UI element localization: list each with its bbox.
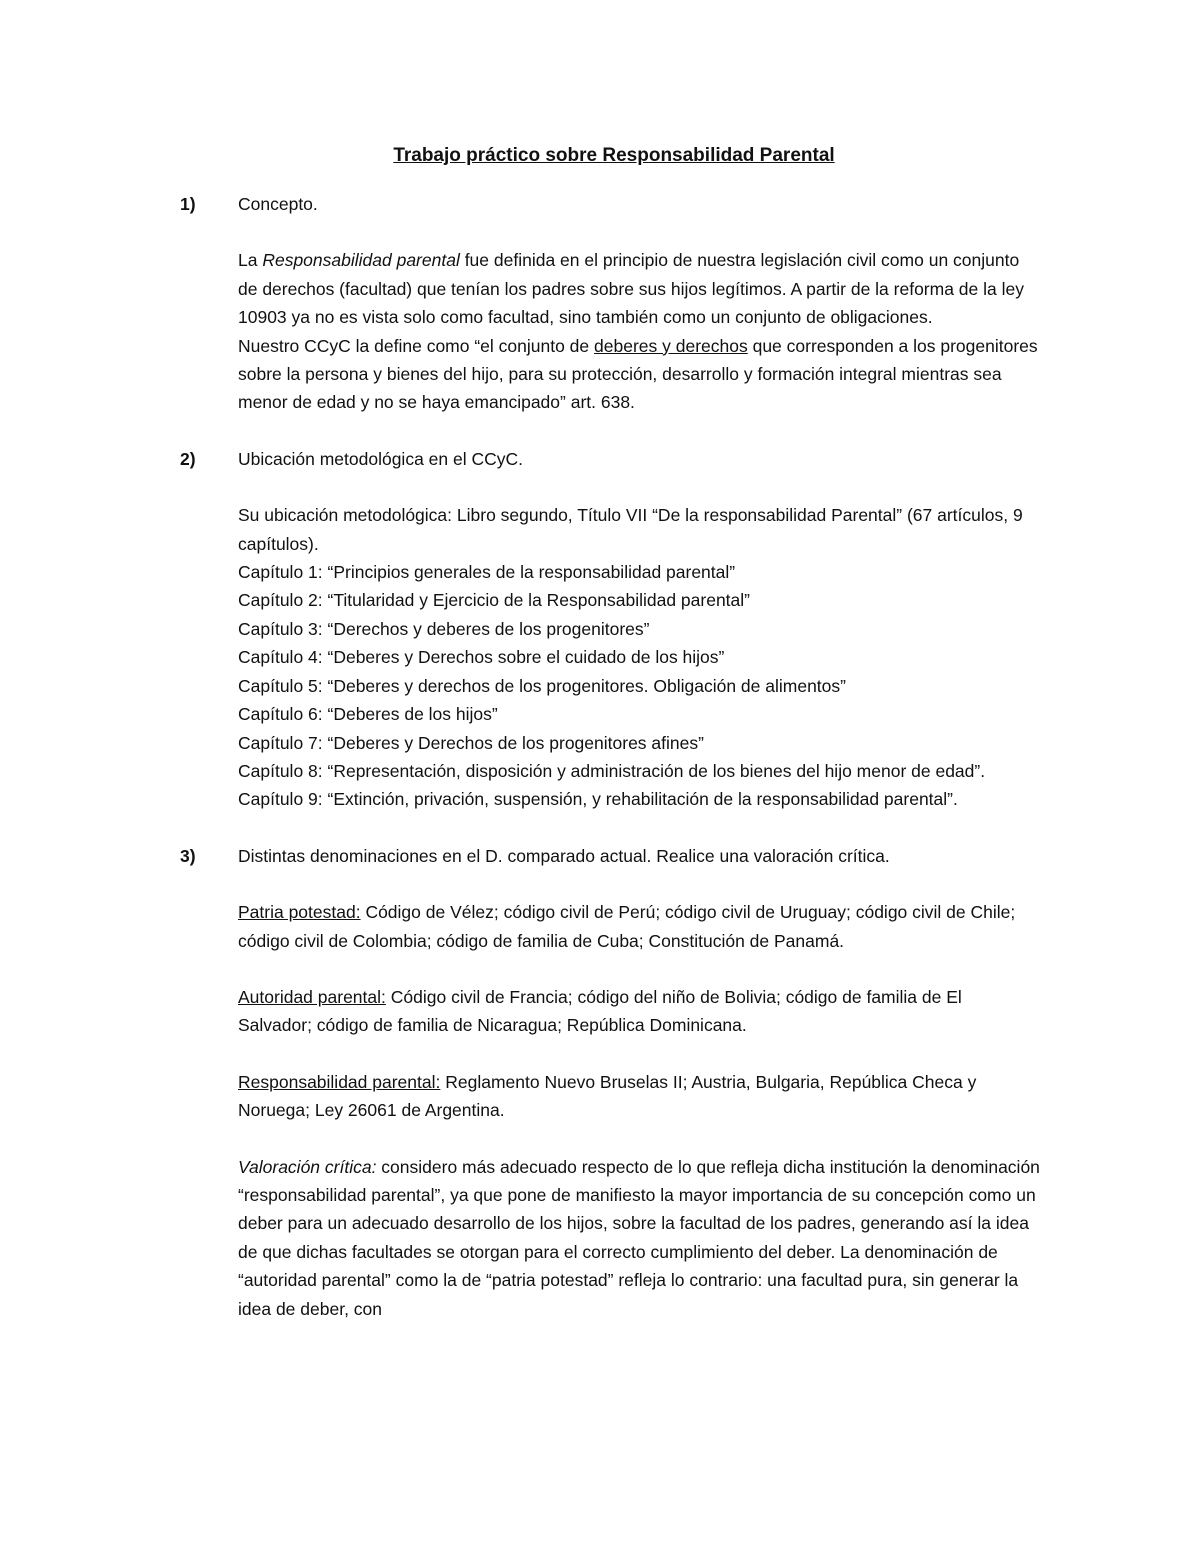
section-heading	[180, 842, 1040, 870]
paragraph	[238, 1068, 1040, 1125]
underlined-term: Responsabilidad parental:	[238, 1071, 441, 1092]
list-item: Capítulo 7: “Deberes y Derechos de los progenitores afines”	[238, 732, 704, 753]
text-run: fue definida en el principio de nuestra legislación civil como un conjunto de derechos (facultad) que tenían los padres sobre sus hijos legítimos. A partir de la reforma de la ley 10903 ya no es vista solo como facultad, sino también como un conjunto de obligaciones.	[238, 250, 1024, 328]
paragraph	[238, 983, 1040, 1040]
paragraph	[238, 898, 1040, 955]
list-item: Capítulo 9: “Extinción, privación, suspensión, y rehabilitación de la responsabilidad parental”.	[238, 789, 958, 810]
section-heading	[180, 190, 1040, 218]
list-item: Capítulo 2: “Titularidad y Ejercicio de la Responsabilidad parental”	[238, 590, 750, 611]
text-run: que corresponden a los progenitores sobre la persona y bienes del hijo, para su protección, desarrollo y formación integral mientras sea menor de edad y no se haya emancipado” art. 638.	[238, 335, 1038, 413]
paragraph	[238, 1153, 1040, 1323]
section-heading	[180, 445, 1040, 473]
section-concepto	[180, 190, 1040, 445]
italic-term: Responsabilidad parental	[262, 250, 460, 271]
text-run: Código de Vélez; código civil de Perú; código civil de Uruguay; código civil de Chile; código civil de Colombia; código de familia de Cuba; Constitución de Panamá.	[238, 902, 1016, 951]
section-denominaciones	[180, 842, 1040, 1323]
paragraph: Su ubicación metodológica: Libro segundo, Título VII “De la responsabilidad Parental” (67 artículos, 9 capítulos).	[238, 505, 1023, 554]
section-title: Distintas denominaciones en el D. comparado actual. Realice una valoración crítica.	[238, 845, 890, 866]
list-item: Capítulo 3: “Derechos y deberes de los progenitores”	[238, 618, 650, 639]
list-item: Capítulo 8: “Representación, disposición y administración de los bienes del hijo menor de edad”.	[238, 760, 986, 781]
section-number: 2)	[180, 448, 196, 469]
underlined-term: Autoridad parental:	[238, 986, 386, 1007]
section-title: Concepto.	[238, 194, 318, 214]
list-item: Capítulo 4: “Deberes y Derechos sobre el cuidado de los hijos”	[238, 647, 725, 668]
text-run: La	[238, 250, 263, 271]
paragraph	[238, 332, 1040, 417]
underlined-term: Patria potestad:	[238, 902, 361, 923]
underlined-term: deberes y derechos	[594, 335, 748, 356]
section-number: 3)	[180, 845, 196, 866]
document-title: Trabajo práctico sobre Responsabilidad Parental	[393, 145, 835, 166]
section-title: Ubicación metodológica en el CCyC.	[238, 448, 523, 469]
list-item: Capítulo 5: “Deberes y derechos de los progenitores. Obligación de alimentos”	[238, 675, 846, 696]
section-number: 1)	[180, 194, 196, 214]
chapter-list	[238, 501, 1040, 813]
text-run: Nuestro CCyC la define como “el conjunto de	[238, 335, 595, 356]
text-run: Reglamento Nuevo Bruselas II; Austria, Bulgaria, República Checa y Noruega; Ley 26061 de Argentina.	[238, 1071, 977, 1121]
italic-term: Valoración crítica:	[238, 1156, 377, 1177]
paragraph	[238, 246, 1040, 331]
text-run: Código civil de Francia; código del niño de Bolivia; código de familia de El Salvador; código de familia de Nicaragua; República Dominicana.	[238, 986, 962, 1036]
list-item: Capítulo 1: “Principios generales de la responsabilidad parental”	[238, 562, 736, 583]
text-run: considero más adecuado respecto de lo que refleja dicha institución la denominación “responsabilidad parental”, ya que pone de manifiesto la mayor importancia de su concepción como un deber para un adecuado desarrollo de los hijos, sobre la facultad de los padres, generando así la idea de que dichas facultades se otorgan para el correcto cumplimiento del deber. La denominación de “autoridad parental” como la de “patria potestad” refleja lo contrario: una facultad pura, sin generar la idea de deber, con	[238, 1156, 1040, 1319]
section-ubicacion	[180, 445, 1040, 842]
list-item: Capítulo 6: “Deberes de los hijos”	[238, 704, 498, 725]
